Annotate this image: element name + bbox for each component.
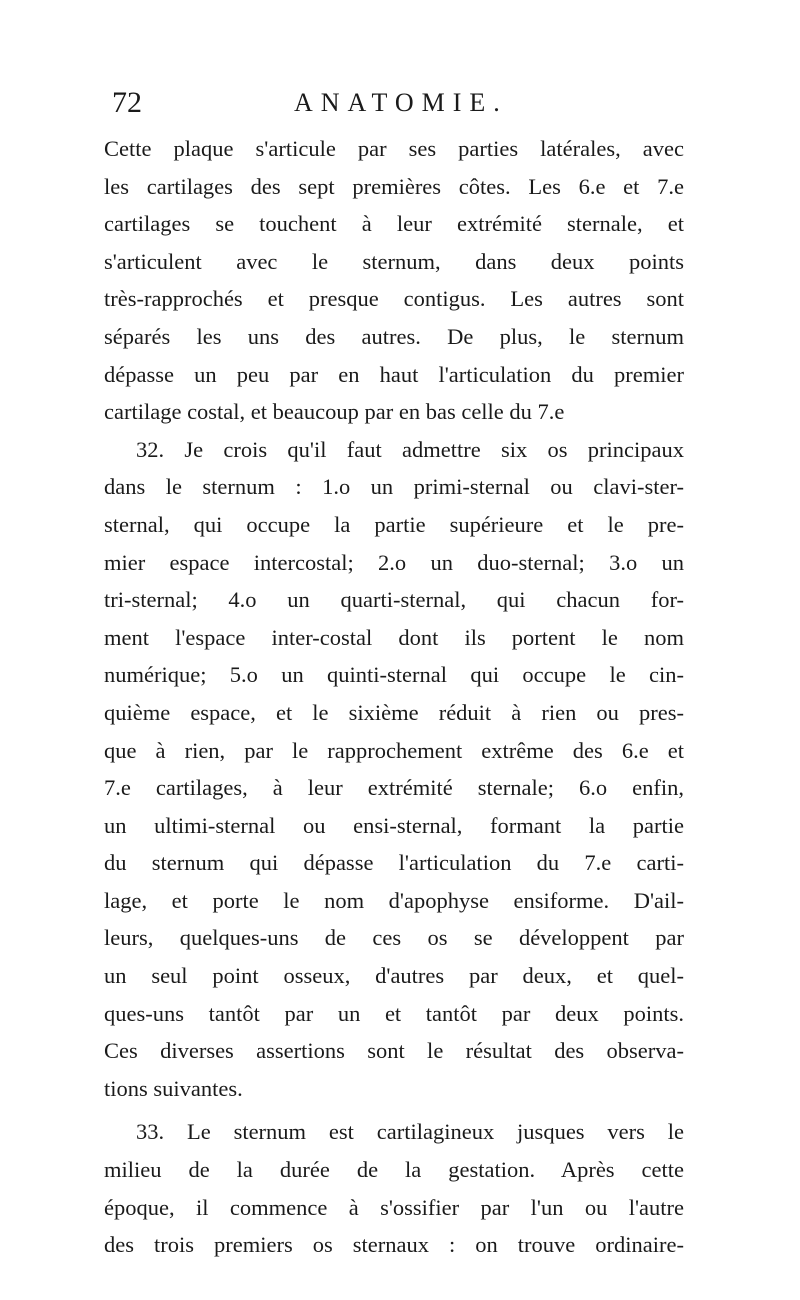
text-line: tri-sternal; 4.o un quarti-sternal, qui chacun for-	[104, 587, 684, 613]
text-line: sternal, qui occupe la partie supérieure et le pre-	[104, 511, 684, 537]
text-line: 7.e cartilages, à leur extrémité sternale; 6.o enfin,	[104, 775, 684, 801]
text-line: Ces diverses assertions sont le résultat des observa-	[104, 1038, 684, 1064]
running-title: ANATOMIE.	[294, 88, 508, 117]
running-head	[112, 86, 672, 126]
text-line: ques-uns tantôt par un et tantôt par deux points.	[104, 1000, 684, 1026]
text-line: Cette plaque s'articule par ses parties latérales, avec	[104, 136, 684, 161]
text-line: un seul point osseux, d'autres par deux, et quel-	[104, 963, 684, 989]
page-number: 72	[112, 86, 142, 119]
text-line: 33. Le sternum est cartilagineux jusques vers le	[136, 1119, 684, 1145]
text-line: s'articulent avec le sternum, dans deux points	[104, 248, 684, 274]
text-line: 32. Je crois qu'il faut admettre six os principaux	[136, 436, 684, 462]
text-line: dépasse un peu par en haut l'articulation du premier	[104, 361, 684, 387]
text-line: numérique; 5.o un quinti-sternal qui occupe le cin-	[104, 662, 684, 688]
text-line: cartilage costal, et beaucoup par en bas celle du 7.e	[104, 399, 565, 425]
text-line: ment l'espace inter-costal dont ils portent le nom	[104, 624, 684, 650]
paragraph-33	[104, 1113, 684, 1263]
paragraph-31-continuation	[104, 130, 684, 431]
text-line: séparés les uns des autres. De plus, le sternum	[104, 323, 684, 349]
text-line: quième espace, et le sixième réduit à rien ou pres-	[104, 699, 684, 725]
text-line: du sternum qui dépasse l'articulation du 7.e carti-	[104, 850, 684, 876]
text-line: époque, il commence à s'ossifier par l'un ou l'autre	[104, 1194, 684, 1220]
text-line: les cartilages des sept premières côtes. Les 6.e et 7.e	[104, 173, 684, 199]
text-line: des trois premiers os sternaux : on trouve ordinaire-	[104, 1232, 684, 1258]
text-line: milieu de la durée de la gestation. Après cette	[104, 1157, 684, 1183]
text-line: un ultimi-sternal ou ensi-sternal, formant la partie	[104, 812, 684, 838]
text-line: dans le sternum : 1.o un primi-sternal ou clavi-ster-	[104, 474, 684, 500]
text-line: très-rapprochés et presque contigus. Les autres sont	[104, 286, 684, 312]
text-line: mier espace intercostal; 2.o un duo-sternal; 3.o un	[104, 549, 684, 575]
text-line: leurs, quelques-uns de ces os se développent par	[104, 925, 684, 951]
text-line: que à rien, par le rapprochement extrême des 6.e et	[104, 737, 684, 763]
text-line: cartilages se touchent à leur extrémité sternale, et	[104, 211, 684, 237]
paragraph-32	[104, 431, 684, 1108]
body-text	[104, 130, 684, 1264]
text-line: tions suivantes.	[104, 1075, 243, 1101]
text-line: lage, et porte le nom d'apophyse ensiforme. D'ail-	[104, 887, 684, 913]
